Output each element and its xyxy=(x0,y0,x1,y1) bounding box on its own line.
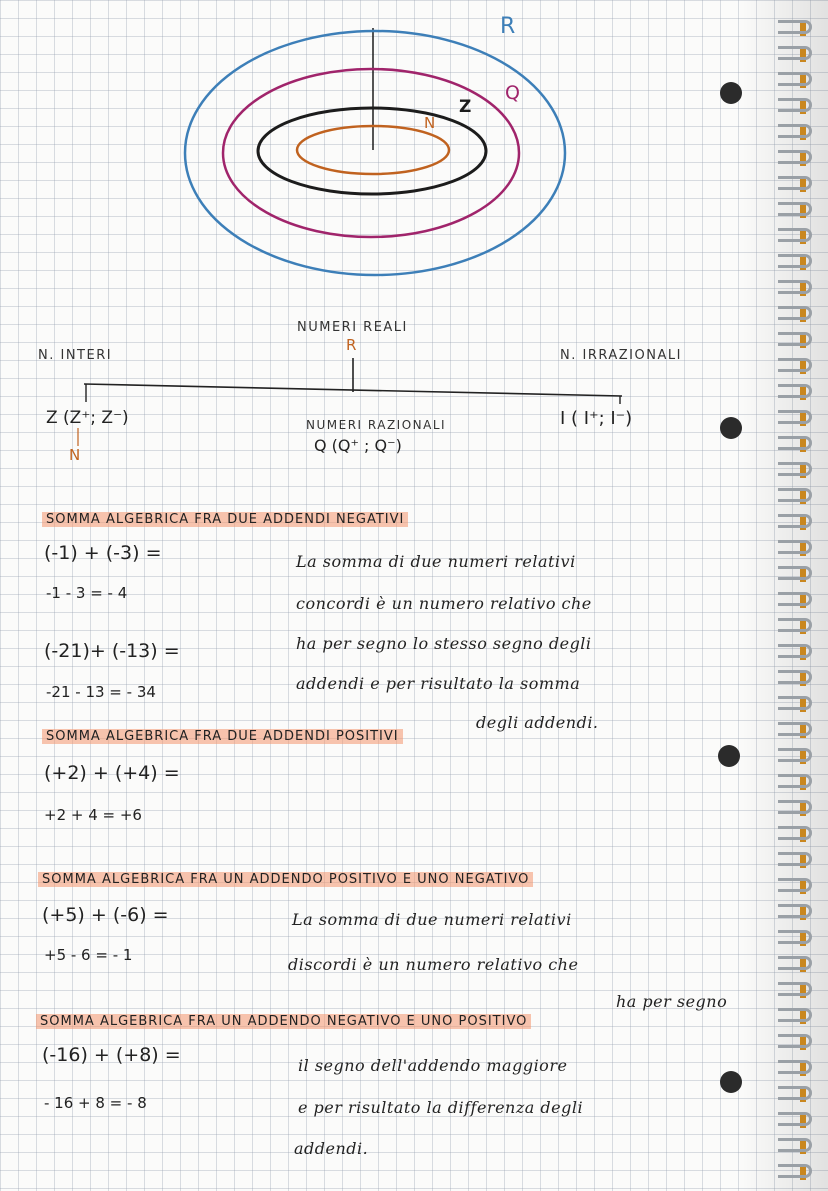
spiral-coil xyxy=(778,124,812,138)
spiral-coil xyxy=(778,306,812,320)
section-4-expr-1: (-16) + (+8) = xyxy=(42,1044,181,1066)
section-3-result-1: +5 - 6 = - 1 xyxy=(44,946,133,964)
spiral-coil xyxy=(778,904,812,918)
section-1-result-1: -1 - 3 = - 4 xyxy=(46,584,128,602)
spiral-coil xyxy=(778,540,812,554)
tree-center-label: NUMERI RAZIONALI xyxy=(306,418,447,432)
section-1-expr-1: (-1) + (-3) = xyxy=(44,542,162,564)
spiral-coil xyxy=(778,722,812,736)
section-2-heading: SOMMA ALGEBRICA FRA DUE ADDENDI POSITIVI xyxy=(42,729,403,744)
spiral-coil xyxy=(778,1138,812,1152)
faded-ghost-text xyxy=(255,8,261,23)
spiral-coil xyxy=(778,150,812,164)
section-2-result-1: +2 + 4 = +6 xyxy=(44,806,142,824)
spiral-coil xyxy=(778,176,812,190)
spiral-coil xyxy=(778,774,812,788)
spiral-coil xyxy=(778,644,812,658)
spiral-coil xyxy=(778,930,812,944)
set-r-ellipse xyxy=(185,31,565,275)
set-z-ellipse xyxy=(258,108,486,194)
note-concordi-line-5: degli addendi. xyxy=(476,713,599,732)
spiral-coil xyxy=(778,618,812,632)
spiral-coil xyxy=(778,228,812,242)
label-n: N xyxy=(424,114,437,132)
note-discordi-line-2: discordi è un numero relativo che xyxy=(288,955,579,974)
punch-hole xyxy=(720,82,742,104)
punch-hole xyxy=(720,417,742,439)
spiral-coil xyxy=(778,696,812,710)
spiral-coil xyxy=(778,98,812,112)
tree-root-symbol: R xyxy=(346,336,357,354)
section-2-expr-1: (+2) + (+4) = xyxy=(44,762,180,784)
tree-left-set: Z (Z⁺; Z⁻) xyxy=(46,408,129,428)
spiral-coil xyxy=(778,826,812,840)
note-concordi-line-2: concordi è un numero relativo che xyxy=(296,594,592,613)
note-discordi-line-5: e per risultato la differenza degli xyxy=(298,1098,584,1117)
spiral-coil xyxy=(778,462,812,476)
tree-root-label: NUMERI REALI xyxy=(297,320,408,335)
section-1-result-2: -21 - 13 = - 34 xyxy=(46,683,156,701)
spiral-coil xyxy=(778,852,812,866)
note-discordi-line-4: il segno dell'addendo maggiore xyxy=(298,1056,568,1075)
section-3-expr-1: (+5) + (-6) = xyxy=(42,904,169,926)
note-concordi-line-4: addendi e per risultato la somma xyxy=(296,674,581,693)
section-1-heading: SOMMA ALGEBRICA FRA DUE ADDENDI NEGATIVI xyxy=(42,512,408,527)
spiral-coil xyxy=(778,72,812,86)
punch-hole xyxy=(718,745,740,767)
spiral-coil xyxy=(778,202,812,216)
tree-left-sub: N xyxy=(69,446,81,464)
spiral-coil xyxy=(778,410,812,424)
punch-hole xyxy=(720,1071,742,1093)
spiral-coil xyxy=(778,878,812,892)
tree-right-label: N. IRRAZIONALI xyxy=(560,348,682,363)
note-discordi-line-3: ha per segno xyxy=(616,992,728,1011)
spiral-coil xyxy=(778,514,812,528)
spiral-coil xyxy=(778,748,812,762)
section-4-heading: SOMMA ALGEBRICA FRA UN ADDENDO NEGATIVO E UNO POSITIVO xyxy=(36,1014,531,1029)
section-4-result-1: - 16 + 8 = - 8 xyxy=(44,1094,147,1112)
spiral-coil xyxy=(778,1112,812,1126)
spiral-coil xyxy=(778,1164,812,1178)
spiral-coil xyxy=(778,592,812,606)
spiral-coil xyxy=(778,46,812,60)
tree-left-label: N. INTERI xyxy=(38,348,113,363)
label-q: Q xyxy=(505,82,521,104)
spiral-coil xyxy=(778,566,812,580)
spiral-coil xyxy=(778,332,812,346)
spiral-coil xyxy=(778,436,812,450)
note-concordi-line-3: ha per segno lo stesso segno degli xyxy=(296,634,592,653)
note-discordi-line-1: La somma di due numeri relativi xyxy=(292,910,572,929)
spiral-coil xyxy=(778,670,812,684)
spiral-coil xyxy=(778,384,812,398)
tree-right-set: I ( I⁺; I⁻) xyxy=(560,408,633,429)
spiral-coil xyxy=(778,488,812,502)
spiral-coil xyxy=(778,358,812,372)
spiral-coil xyxy=(778,20,812,34)
spiral-coil xyxy=(778,280,812,294)
spiral-coil xyxy=(778,1008,812,1022)
spiral-coil xyxy=(778,1086,812,1100)
spiral-coil xyxy=(778,254,812,268)
spiral-coil xyxy=(778,982,812,996)
tree-center-set: Q (Q⁺ ; Q⁻) xyxy=(314,436,402,455)
section-3-heading: SOMMA ALGEBRICA FRA UN ADDENDO POSITIVO E UNO NEGATIVO xyxy=(38,872,533,887)
set-q-ellipse xyxy=(223,69,519,237)
spiral-coil xyxy=(778,800,812,814)
note-concordi-line-1: La somma di due numeri relativi xyxy=(296,552,576,571)
label-r: R xyxy=(500,14,517,39)
spiral-coil xyxy=(778,956,812,970)
section-1-expr-2: (-21)+ (-13) = xyxy=(44,640,180,662)
spiral-coil xyxy=(778,1034,812,1048)
spiral-coil xyxy=(778,1060,812,1074)
note-discordi-line-6: addendi. xyxy=(294,1139,369,1158)
label-z: Z xyxy=(459,97,473,117)
